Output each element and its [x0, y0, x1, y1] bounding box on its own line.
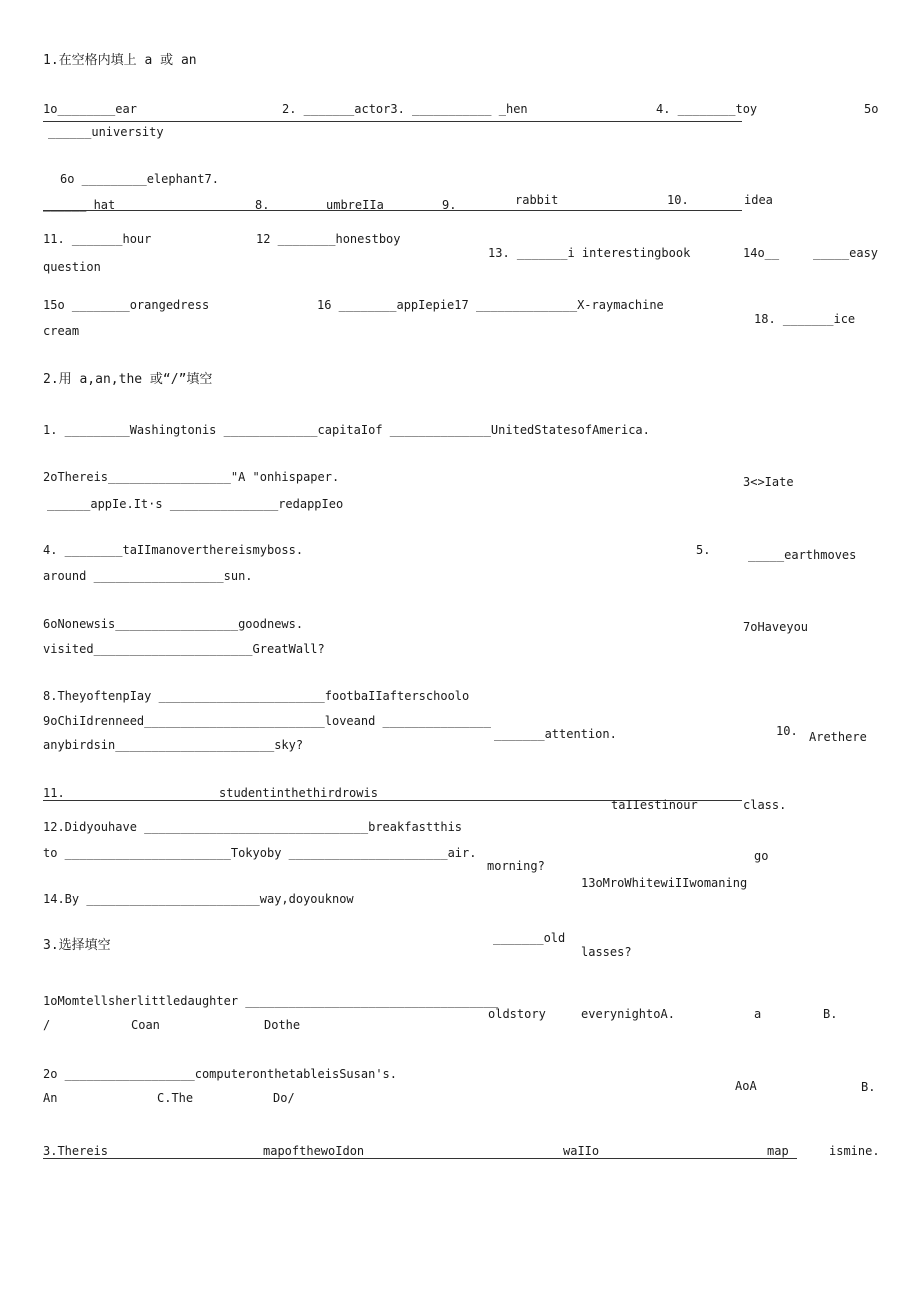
s3-line: ismine. — [829, 1144, 880, 1158]
s2-line: around __________________sun. — [43, 569, 253, 583]
s1-line: _____easy — [813, 246, 879, 260]
s1-line: 2. _______actor3. ___________ _hen — [282, 102, 528, 116]
s1-line: 14o__ — [743, 246, 780, 260]
s2-line: anybirdsin______________________sky? — [43, 738, 304, 752]
s3-line: C.The — [157, 1091, 194, 1105]
s3-line: AoA — [735, 1079, 757, 1093]
s2-line: morning? — [487, 859, 545, 873]
s1-line: 1o________ear — [43, 102, 137, 116]
s2-line: 2oThereis_________________"A "onhispaper. — [43, 470, 340, 484]
underline-rule — [43, 1158, 797, 1159]
s3-line: B. — [823, 1007, 838, 1021]
s3-line: / — [43, 1018, 51, 1032]
section-1-heading: 1.在空格内填上 a 或 an — [43, 53, 197, 68]
s2-line: 1. _________Washingtonis _____________capitaIof ______________UnitedStatesofAmerica. — [43, 423, 650, 437]
s3-line: 3.Thereis — [43, 1144, 109, 1158]
s1-line: 4. ________toy — [656, 102, 758, 116]
s2-line: 5. — [696, 543, 711, 557]
s3-line: An — [43, 1091, 58, 1105]
s2-line: ______appIe.It·s _______________redappIeo — [47, 497, 344, 511]
s3-line: 1oMomtellsherlittledaughter ___________________________________ — [43, 994, 499, 1008]
s1-line: 6o _________elephant7. — [60, 172, 219, 186]
s2-line: lasses? — [581, 945, 632, 959]
s3-line: Dothe — [264, 1018, 301, 1032]
s1-line: 11. _______hour — [43, 232, 152, 246]
s2-line: 4. ________taIImanoverthereismyboss. — [43, 543, 304, 557]
section-3-heading: 3.选择填空 — [43, 938, 111, 953]
s2-line: visited______________________GreatWall? — [43, 642, 325, 656]
s1-line: 8. — [255, 198, 270, 212]
s3-line: 2o __________________computeronthetableisSusan's. — [43, 1067, 398, 1081]
s2-line: 7oHaveyou — [743, 620, 809, 634]
s2-line: Arethere — [809, 730, 867, 744]
s2-line: to _______________________Tokyoby ______________________air. — [43, 846, 477, 860]
s1-line: 10. — [667, 193, 689, 207]
s1-line: 18. _______ice — [754, 312, 856, 326]
s1-line: 5o — [864, 102, 879, 116]
section-2-heading: 2.用 a,an,the 或“/”填空 — [43, 372, 213, 387]
underline-rule — [43, 121, 742, 122]
s2-line: class. — [743, 798, 787, 812]
s1-line: rabbit — [515, 193, 559, 207]
s2-line: 3<>Iate — [743, 475, 794, 489]
s1-line: question — [43, 260, 101, 274]
s2-line: _____earthmoves — [748, 548, 857, 562]
s2-line: go — [754, 849, 769, 863]
s1-line: ______university — [48, 125, 164, 139]
s2-line: studentinthethirdrowis — [219, 786, 378, 800]
s3-line: map — [767, 1144, 789, 1158]
s1-line: 12 ________honestboy — [256, 232, 401, 246]
s1-line: 15o ________orangedress — [43, 298, 210, 312]
s2-line: 13oMroWhitewiIIwomaning — [581, 876, 748, 890]
s3-line: waIIo — [563, 1144, 600, 1158]
s2-line: 6oNonewsis_________________goodnews. — [43, 617, 304, 631]
s2-line: taIIestinour — [611, 798, 698, 812]
s1-line: 16 ________appIepie17 ______________X-raymachine — [317, 298, 664, 312]
s1-line: ______ hat — [43, 198, 116, 212]
s2-line: 11. — [43, 786, 65, 800]
s3-line: Do/ — [273, 1091, 295, 1105]
s3-line: mapofthewoIdon — [263, 1144, 365, 1158]
s3-line: a — [754, 1007, 762, 1021]
s1-line: umbreIIa — [326, 198, 384, 212]
s1-line: idea — [744, 193, 773, 207]
s3-line: oldstory — [488, 1007, 546, 1021]
s3-line: B. — [861, 1080, 876, 1094]
s2-line: 9oChiIdrenneed_________________________loveand _______________ — [43, 714, 491, 728]
s2-line: 8.TheyoftenpIay _______________________footbaIIafterschoolo — [43, 689, 470, 703]
underline-rule — [43, 210, 742, 211]
s2-line: _______attention. — [494, 727, 617, 741]
s2-line: 12.Didyouhave _______________________________breakfastthis — [43, 820, 463, 834]
s2-line: 14.By ________________________way,doyouknow — [43, 892, 354, 906]
s1-line: 13. _______i interestingbook — [488, 246, 691, 260]
s1-line: 9. — [442, 198, 457, 212]
s3-line: Coan — [131, 1018, 160, 1032]
s2-line: 10. — [776, 724, 798, 738]
s3-line: everynightoA. — [581, 1007, 675, 1021]
s1-line: cream — [43, 324, 80, 338]
s2-line: _______old — [493, 931, 566, 945]
